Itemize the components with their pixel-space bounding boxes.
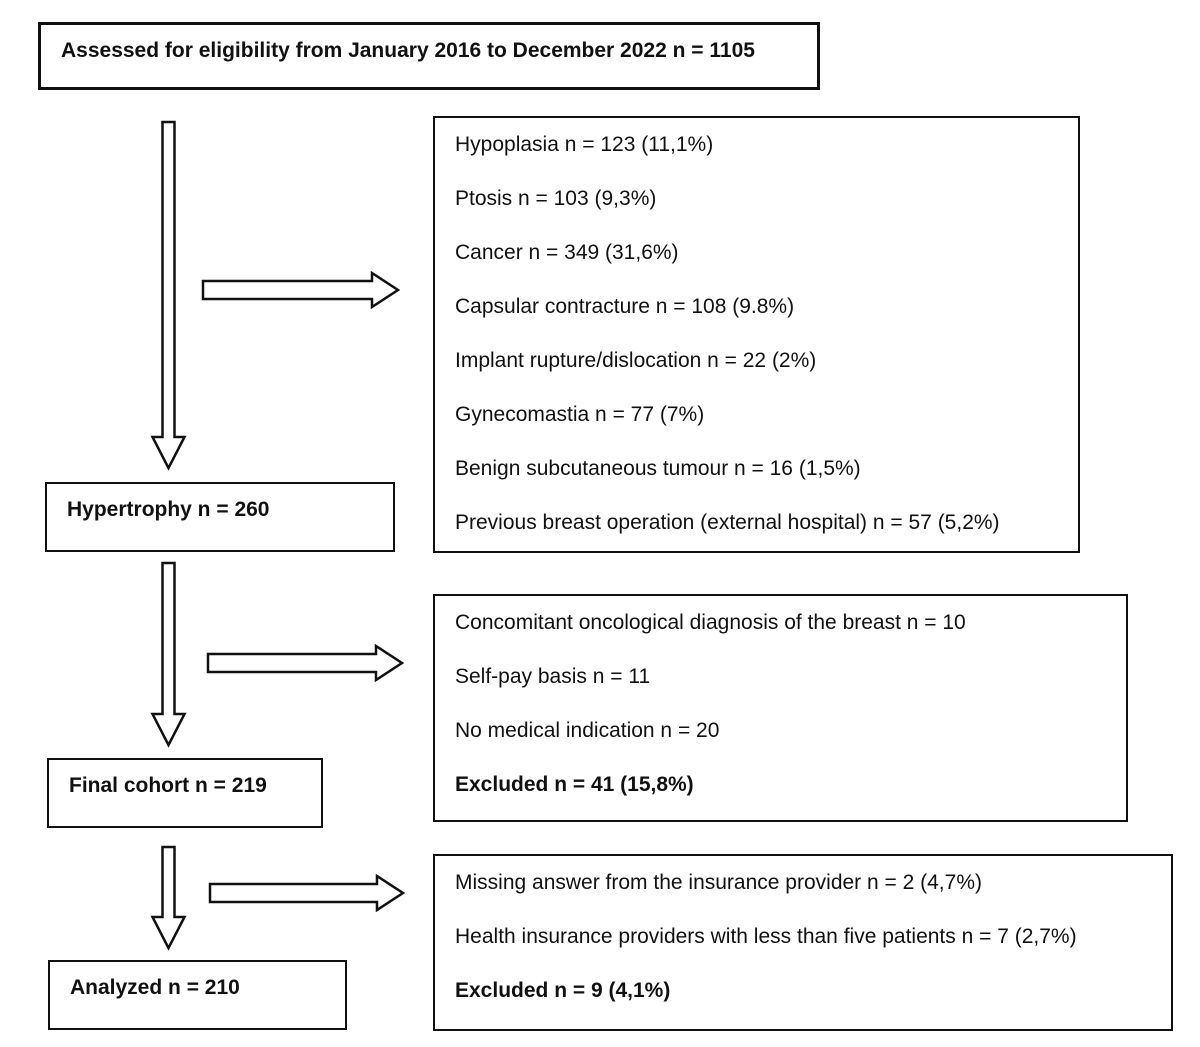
exclusion-item: Missing answer from the insurance provider n = 2 (4,7%): [455, 871, 982, 894]
down-arrow-icon: [153, 563, 185, 745]
exclusion-reasons-box-1: [433, 116, 1080, 553]
final-cohort-box: [47, 758, 323, 828]
analyzed-box: [48, 960, 347, 1030]
down-arrow-icon: [153, 122, 185, 468]
exclusion-item: Self-pay basis n = 11: [455, 665, 651, 688]
final-cohort-text: Final cohort n = 219: [69, 774, 267, 797]
exclusion-item: Benign subcutaneous tumour n = 16 (1,5%): [455, 457, 861, 480]
exclusion-item: Cancer n = 349 (31,6%): [455, 241, 679, 264]
exclusion-item: Gynecomastia n = 77 (7%): [455, 403, 705, 426]
exclusion-item: Concomitant oncological diagnosis of the breast n = 10: [455, 611, 966, 634]
exclusion-item: Health insurance providers with less than five patients n = 7 (2,7%): [455, 925, 1077, 948]
excluded-total: Excluded n = 41 (15,8%): [455, 773, 694, 796]
exclusion-item: Ptosis n = 103 (9,3%): [455, 187, 657, 210]
exclusion-item: Capsular contracture n = 108 (9.8%): [455, 295, 795, 318]
exclusion-item: Previous breast operation (external hospital) n = 57 (5,2%): [455, 511, 1000, 534]
assessed-eligibility-box: [38, 22, 820, 90]
right-arrow-icon: [208, 646, 402, 680]
exclusion-reasons-box-2: [433, 594, 1128, 822]
hypertrophy-box: [45, 482, 395, 552]
right-arrow-icon: [210, 876, 403, 910]
exclusion-item: No medical indication n = 20: [455, 719, 720, 742]
exclusion-item: Implant rupture/dislocation n = 22 (2%): [455, 349, 817, 372]
analyzed-text: Analyzed n = 210: [70, 976, 240, 999]
exclusion-reasons-box-3: [433, 854, 1173, 1031]
excluded-total: Excluded n = 9 (4,1%): [455, 979, 671, 1002]
exclusion-item: Hypoplasia n = 123 (11,1%): [455, 133, 714, 156]
assessed-eligibility-text: Assessed for eligibility from January 2016 to December 2022 n = 1105: [61, 39, 755, 62]
down-arrow-icon: [153, 847, 185, 948]
hypertrophy-text: Hypertrophy n = 260: [67, 498, 270, 521]
right-arrow-icon: [203, 273, 398, 307]
